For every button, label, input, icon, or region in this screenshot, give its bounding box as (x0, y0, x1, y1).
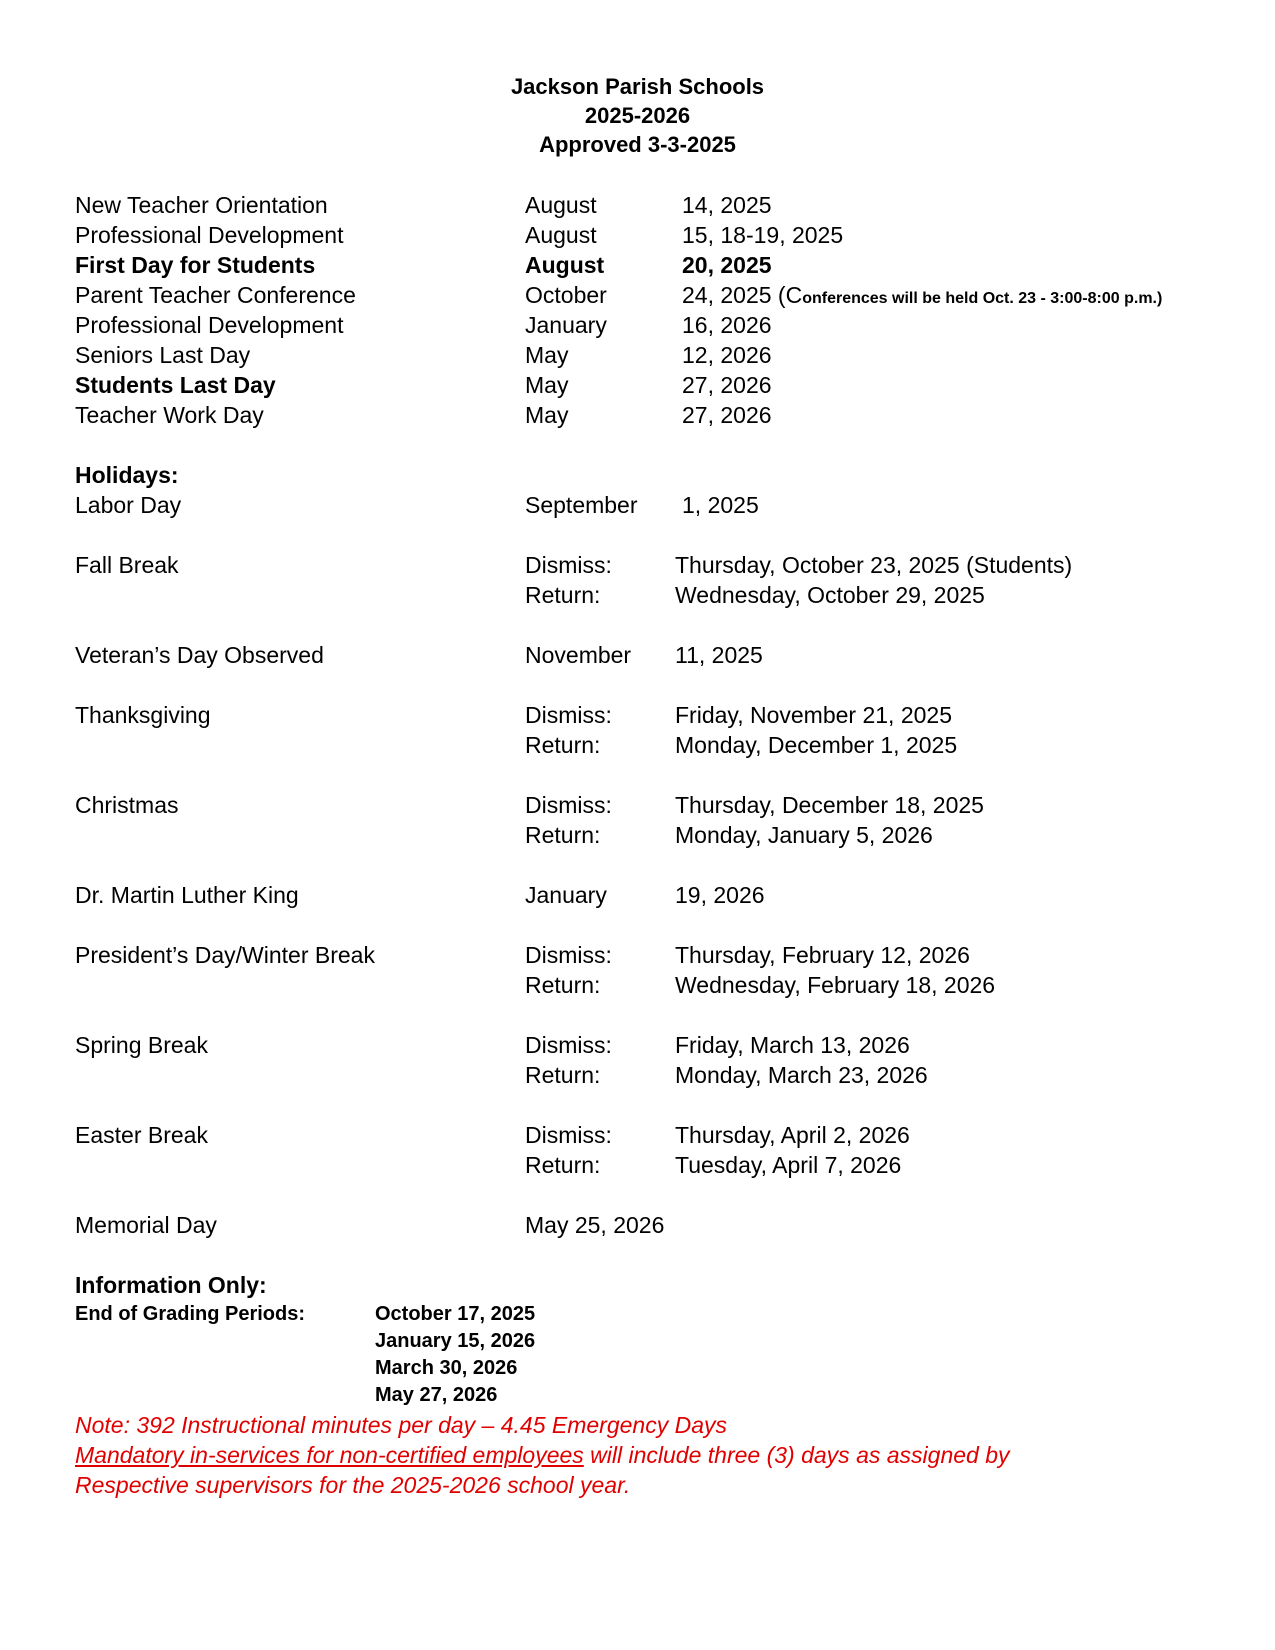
holiday-date: 19, 2026 (675, 882, 765, 908)
holiday-month: November (525, 642, 632, 668)
holiday-name: Dr. Martin Luther King (75, 882, 299, 908)
holiday-name: Thanksgiving (75, 702, 211, 728)
event-name: Teacher Work Day (75, 402, 264, 428)
event-row (0, 370, 1275, 400)
information-heading: Information Only: (75, 1272, 267, 1298)
event-name: Seniors Last Day (75, 342, 251, 368)
inservice-note (75, 1440, 1010, 1470)
grading-date: October 17, 2025 (375, 1303, 536, 1325)
inservice-note-underlined: Mandatory in-services for non-certified employees (75, 1442, 584, 1468)
dismiss-date: Thursday, December 18, 2025 (675, 792, 984, 818)
dismiss-label: Dismiss: (525, 1032, 612, 1058)
holiday-return-row (0, 730, 1275, 760)
return-date: Monday, December 1, 2025 (675, 732, 958, 758)
holiday-name: Veteran’s Day Observed (75, 642, 324, 668)
return-label: Return: (525, 822, 601, 848)
event-date: 27, 2026 (682, 372, 772, 398)
holiday-row (0, 490, 1275, 520)
holiday-row (0, 880, 1275, 910)
inservice-note-rest: will include three (3) days as assigned by (583, 1442, 1010, 1468)
event-row (0, 250, 1275, 280)
event-date: 14, 2025 (682, 192, 772, 218)
holiday-row (0, 550, 1275, 580)
holiday-date: May 25, 2026 (525, 1212, 665, 1238)
dismiss-label: Dismiss: (525, 552, 612, 578)
dismiss-date: Friday, November 21, 2025 (675, 702, 952, 728)
event-row (0, 310, 1275, 340)
event-date: 12, 2026 (682, 342, 772, 368)
holiday-month: January (525, 882, 607, 908)
dismiss-date: Friday, March 13, 2026 (675, 1032, 910, 1058)
event-row (0, 280, 1275, 310)
holiday-row (0, 640, 1275, 670)
dismiss-date: Thursday, April 2, 2026 (675, 1122, 910, 1148)
holiday-row (0, 1210, 1275, 1240)
dismiss-label: Dismiss: (525, 792, 612, 818)
event-row (0, 400, 1275, 430)
holiday-return-row (0, 820, 1275, 850)
event-month: May (525, 342, 569, 368)
event-month: October (525, 282, 607, 308)
holiday-return-row (0, 1060, 1275, 1090)
conference-note: onferences will be held Oct. 23 - 3:00-8:00 p.m.) (802, 290, 1163, 307)
holiday-name: Christmas (75, 792, 179, 818)
event-month: August (525, 252, 605, 278)
grading-date: January 15, 2026 (375, 1330, 536, 1352)
return-date: Wednesday, October 29, 2025 (675, 582, 985, 608)
supervisor-note: Respective supervisors for the 2025-2026 school year. (75, 1472, 631, 1498)
holiday-name: Labor Day (75, 492, 182, 518)
holiday-name: Easter Break (75, 1122, 208, 1148)
event-month: January (525, 312, 607, 338)
holiday-date: 1, 2025 (682, 492, 759, 518)
document-title: Jackson Parish Schools (510, 74, 765, 99)
grading-date: March 30, 2026 (375, 1357, 518, 1379)
event-month: May (525, 402, 569, 428)
event-name: Students Last Day (75, 372, 276, 398)
return-date: Wednesday, February 18, 2026 (675, 972, 996, 998)
return-label: Return: (525, 972, 601, 998)
event-name: New Teacher Orientation (75, 192, 328, 218)
event-name: First Day for Students (75, 252, 316, 278)
dismiss-label: Dismiss: (525, 702, 612, 728)
school-year: 2025-2026 (584, 103, 691, 128)
dismiss-label: Dismiss: (525, 942, 612, 968)
holiday-name: Spring Break (75, 1032, 208, 1058)
holidays-heading: Holidays: (75, 462, 179, 488)
event-row (0, 190, 1275, 220)
event-row (0, 220, 1275, 250)
event-date: 15, 18-19, 2025 (682, 222, 844, 248)
holiday-month: September (525, 492, 638, 518)
event-name: Professional Development (75, 312, 344, 338)
instructional-note: Note: 392 Instructional minutes per day – 4.45 Emergency Days (75, 1412, 728, 1438)
return-date: Monday, March 23, 2026 (675, 1062, 928, 1088)
return-label: Return: (525, 1152, 601, 1178)
holiday-row (0, 1120, 1275, 1150)
holiday-date: 11, 2025 (675, 642, 763, 668)
event-name: Professional Development (75, 222, 344, 248)
dismiss-date: Thursday, October 23, 2025 (Students) (675, 552, 1073, 578)
dismiss-label: Dismiss: (525, 1122, 612, 1148)
return-label: Return: (525, 582, 601, 608)
holiday-name: Fall Break (75, 552, 179, 578)
holiday-row (0, 940, 1275, 970)
holiday-return-row (0, 580, 1275, 610)
event-month: August (525, 222, 597, 248)
holiday-row (0, 1030, 1275, 1060)
holiday-name: President’s Day/Winter Break (75, 942, 375, 968)
return-label: Return: (525, 1062, 601, 1088)
holiday-row (0, 700, 1275, 730)
approval-date: Approved 3-3-2025 (539, 132, 736, 157)
event-date-with-note (682, 280, 1162, 314)
event-row (0, 340, 1275, 370)
event-name: Parent Teacher Conference (75, 282, 356, 308)
dismiss-date: Thursday, February 12, 2026 (675, 942, 970, 968)
event-date: 20, 2025 (682, 252, 772, 278)
event-date: 16, 2026 (682, 312, 772, 338)
return-date: Tuesday, April 7, 2026 (675, 1152, 902, 1178)
holiday-row (0, 790, 1275, 820)
holiday-name: Memorial Day (75, 1212, 217, 1238)
holiday-return-row (0, 970, 1275, 1000)
return-label: Return: (525, 732, 601, 758)
event-month: August (525, 192, 597, 218)
return-date: Monday, January 5, 2026 (675, 822, 933, 848)
event-date: 27, 2026 (682, 402, 772, 428)
grading-date: May 27, 2026 (375, 1384, 498, 1406)
event-month: May (525, 372, 569, 398)
event-date: 24, 2025 (C (682, 282, 803, 308)
holiday-return-row (0, 1150, 1275, 1180)
grading-periods-label: End of Grading Periods: (75, 1303, 306, 1325)
